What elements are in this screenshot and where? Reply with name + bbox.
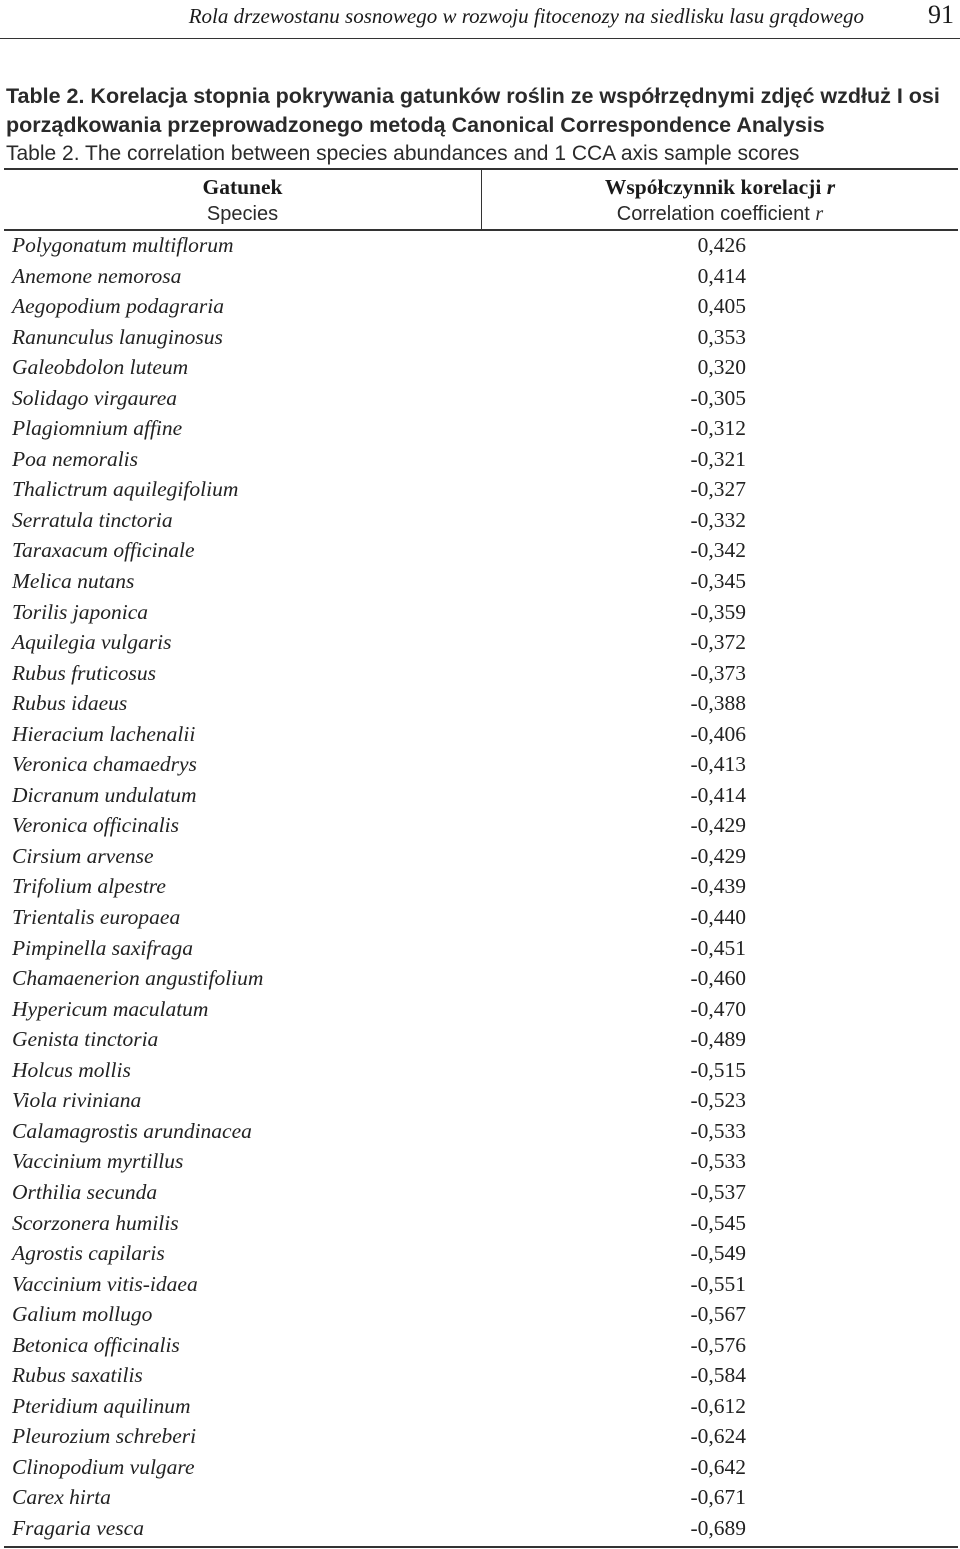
table-row — [0, 1392, 960, 1423]
correlation-value: 0,426 — [697, 233, 746, 257]
species-name: Calamagrostis arundinacea — [12, 1118, 252, 1143]
table-row — [0, 536, 960, 567]
species-name: Scorzonera humilis — [12, 1210, 179, 1235]
coefficient-header-en — [482, 201, 958, 227]
correlation-value: -0,345 — [690, 569, 746, 594]
table-row — [0, 1453, 960, 1484]
table-row — [0, 475, 960, 506]
species-name: Rubus idaeus — [12, 691, 128, 716]
correlation-value: -0,372 — [690, 630, 746, 655]
species-name: Ranunculus lanuginosus — [12, 324, 223, 349]
correlation-value: 0,320 — [697, 355, 746, 380]
coefficient-header-pl — [482, 174, 958, 201]
species-name: Agrostis capilaris — [12, 1241, 165, 1266]
table-row — [0, 1514, 960, 1545]
correlation-value: -0,305 — [690, 385, 746, 410]
table-row — [0, 1117, 960, 1148]
species-name: Rubus saxatilis — [12, 1363, 143, 1388]
table-row — [0, 872, 960, 903]
species-name: Polygonatum multiflorum — [12, 233, 234, 257]
correlation-value: -0,373 — [690, 660, 746, 685]
table-row — [0, 750, 960, 781]
species-name: Thalictrum aquilegifolium — [12, 477, 239, 502]
table-row — [0, 628, 960, 659]
table-row — [0, 353, 960, 384]
correlation-value: -0,671 — [690, 1485, 746, 1510]
table-row — [0, 1361, 960, 1392]
running-head — [0, 0, 960, 39]
correlation-value: -0,470 — [690, 996, 746, 1021]
species-name: Aquilegia vulgaris — [12, 630, 172, 655]
species-name: Hieracium lachenalii — [12, 721, 196, 746]
species-name: Viola riviniana — [12, 1088, 142, 1113]
species-name: Orthilia secunda — [12, 1179, 158, 1204]
correlation-value: -0,533 — [690, 1118, 746, 1143]
species-header-pl: Gatunek — [202, 175, 283, 199]
species-name: Poa nemoralis — [12, 446, 139, 471]
species-name: Pteridium aquilinum — [12, 1393, 191, 1418]
page-number: 91 — [928, 0, 954, 29]
correlation-value: -0,327 — [690, 477, 746, 502]
correlation-value: -0,332 — [690, 507, 746, 532]
species-header-en: Species — [206, 203, 279, 225]
species-name: Serratula tinctoria — [12, 507, 173, 532]
running-title: Rola drzewostanu sosnowego w rozwoju fitocenozy na siedlisku lasu grądowego — [188, 4, 864, 28]
correlation-value: -0,551 — [690, 1271, 746, 1296]
correlation-value: -0,439 — [690, 874, 746, 899]
table-row — [0, 964, 960, 995]
table-row — [0, 598, 960, 629]
coefficient-symbol-en: r — [815, 203, 824, 225]
species-name: Rubus fruticosus — [12, 660, 156, 685]
table-row — [0, 720, 960, 751]
table-row — [0, 414, 960, 445]
correlation-value: -0,460 — [690, 966, 746, 991]
caption-polish: Table 2. Korelacja stopnia pokrywania gatunków roślin ze współrzędnymi zdjęć wzdłuż I osi porządkowania przeprowadzonego metodą Canonical Correspondence Analysis — [6, 84, 940, 137]
correlation-value: -0,642 — [690, 1454, 746, 1479]
table-row — [0, 659, 960, 690]
correlation-value: 0,414 — [697, 263, 746, 288]
species-name: Melica nutans — [12, 569, 135, 594]
table-row — [0, 1086, 960, 1117]
table-row — [0, 1270, 960, 1301]
species-name: Pleurozium schreberi — [12, 1424, 197, 1449]
coefficient-header-en-text: Correlation coefficient — [616, 203, 810, 225]
species-name: Galeobdolon luteum — [12, 355, 189, 380]
table-row — [0, 1331, 960, 1362]
species-name: Aegopodium podagraria — [12, 294, 225, 319]
correlation-value: -0,537 — [690, 1179, 746, 1204]
table-row — [0, 1025, 960, 1056]
species-name: Clinopodium vulgare — [12, 1454, 195, 1479]
table-row — [0, 781, 960, 812]
species-name: Pimpinella saxifraga — [12, 935, 193, 960]
table-row — [0, 231, 960, 262]
table-row — [0, 384, 960, 415]
species-name: Torilis japonica — [12, 599, 149, 624]
species-name: Cirsium arvense — [12, 843, 154, 868]
table-row — [0, 262, 960, 293]
table-row — [0, 995, 960, 1026]
table-row — [0, 445, 960, 476]
table-row — [0, 323, 960, 354]
correlation-value: -0,689 — [690, 1515, 746, 1540]
correlation-value: -0,440 — [690, 905, 746, 930]
species-column-header — [4, 174, 481, 227]
correlation-value: -0,624 — [690, 1424, 746, 1449]
correlation-value: -0,451 — [690, 935, 746, 960]
species-name: Vaccinium myrtillus — [12, 1149, 184, 1174]
correlation-value: 0,405 — [697, 294, 746, 319]
table-row — [0, 1239, 960, 1270]
correlation-value: -0,342 — [690, 538, 746, 563]
species-name: Taraxacum officinale — [12, 538, 195, 563]
correlation-value: 0,353 — [697, 324, 746, 349]
species-name: Holcus mollis — [12, 1057, 131, 1082]
correlation-value: -0,429 — [690, 843, 746, 868]
table-row — [0, 689, 960, 720]
correlation-value: -0,414 — [690, 782, 746, 807]
correlation-value: -0,388 — [690, 691, 746, 716]
species-name: Genista tinctoria — [12, 1027, 159, 1052]
species-name: Veronica officinalis — [12, 813, 180, 838]
correlation-value: -0,359 — [690, 599, 746, 624]
correlation-value: -0,523 — [690, 1088, 746, 1113]
correlation-value: -0,545 — [690, 1210, 746, 1235]
correlation-value: -0,429 — [690, 813, 746, 838]
table-row — [0, 1056, 960, 1087]
correlation-value: -0,413 — [690, 752, 746, 777]
species-name: Trientalis europaea — [12, 905, 181, 930]
table-row — [0, 1483, 960, 1514]
table-row — [0, 1300, 960, 1331]
correlation-value: -0,612 — [690, 1393, 746, 1418]
table-row — [0, 292, 960, 323]
species-name: Betonica officinalis — [12, 1332, 180, 1357]
species-name: Anemone nemorosa — [12, 263, 182, 288]
correlation-value: -0,549 — [690, 1241, 746, 1266]
species-name: Trifolium alpestre — [12, 874, 166, 899]
species-name: Veronica chamaedrys — [12, 752, 197, 777]
species-name: Vaccinium vitis-idaea — [12, 1271, 198, 1296]
species-name: Chamaenerion angustifolium — [12, 966, 264, 991]
correlation-value: -0,576 — [690, 1332, 746, 1357]
species-name: Hypericum maculatum — [12, 996, 209, 1021]
table-row — [0, 506, 960, 537]
correlation-value: -0,515 — [690, 1057, 746, 1082]
coefficient-header-pl-text: Współczynnik korelacji — [604, 175, 822, 199]
table-row — [0, 567, 960, 598]
species-name: Dicranum undulatum — [12, 782, 197, 807]
species-name: Plagiomnium affine — [12, 416, 183, 441]
table-row — [0, 1147, 960, 1178]
correlation-value: -0,584 — [690, 1363, 746, 1388]
species-name: Solidago virgaurea — [12, 385, 178, 410]
table-row — [0, 842, 960, 873]
table-bottom-rule — [4, 1546, 958, 1548]
table-row — [0, 1209, 960, 1240]
table-row — [0, 811, 960, 842]
correlation-value: -0,312 — [690, 416, 746, 441]
correlation-value: -0,489 — [690, 1027, 746, 1052]
species-name: Galium mollugo — [12, 1302, 153, 1327]
species-name: Carex hirta — [12, 1485, 111, 1510]
coefficient-symbol-pl: r — [826, 175, 836, 199]
table-body — [0, 231, 960, 1545]
coefficient-column-header — [482, 174, 958, 227]
table-caption — [6, 82, 956, 168]
correlation-value: -0,567 — [690, 1302, 746, 1327]
table-row — [0, 1178, 960, 1209]
table-row — [0, 1422, 960, 1453]
correlation-value: -0,533 — [690, 1149, 746, 1174]
correlation-value: -0,406 — [690, 721, 746, 746]
table-row — [0, 903, 960, 934]
species-name: Fragaria vesca — [12, 1515, 144, 1540]
correlation-value: -0,321 — [690, 446, 746, 471]
caption-english: Table 2. The correlation between species abundances and 1 CCA axis sample scores — [6, 142, 800, 165]
table-row — [0, 934, 960, 965]
